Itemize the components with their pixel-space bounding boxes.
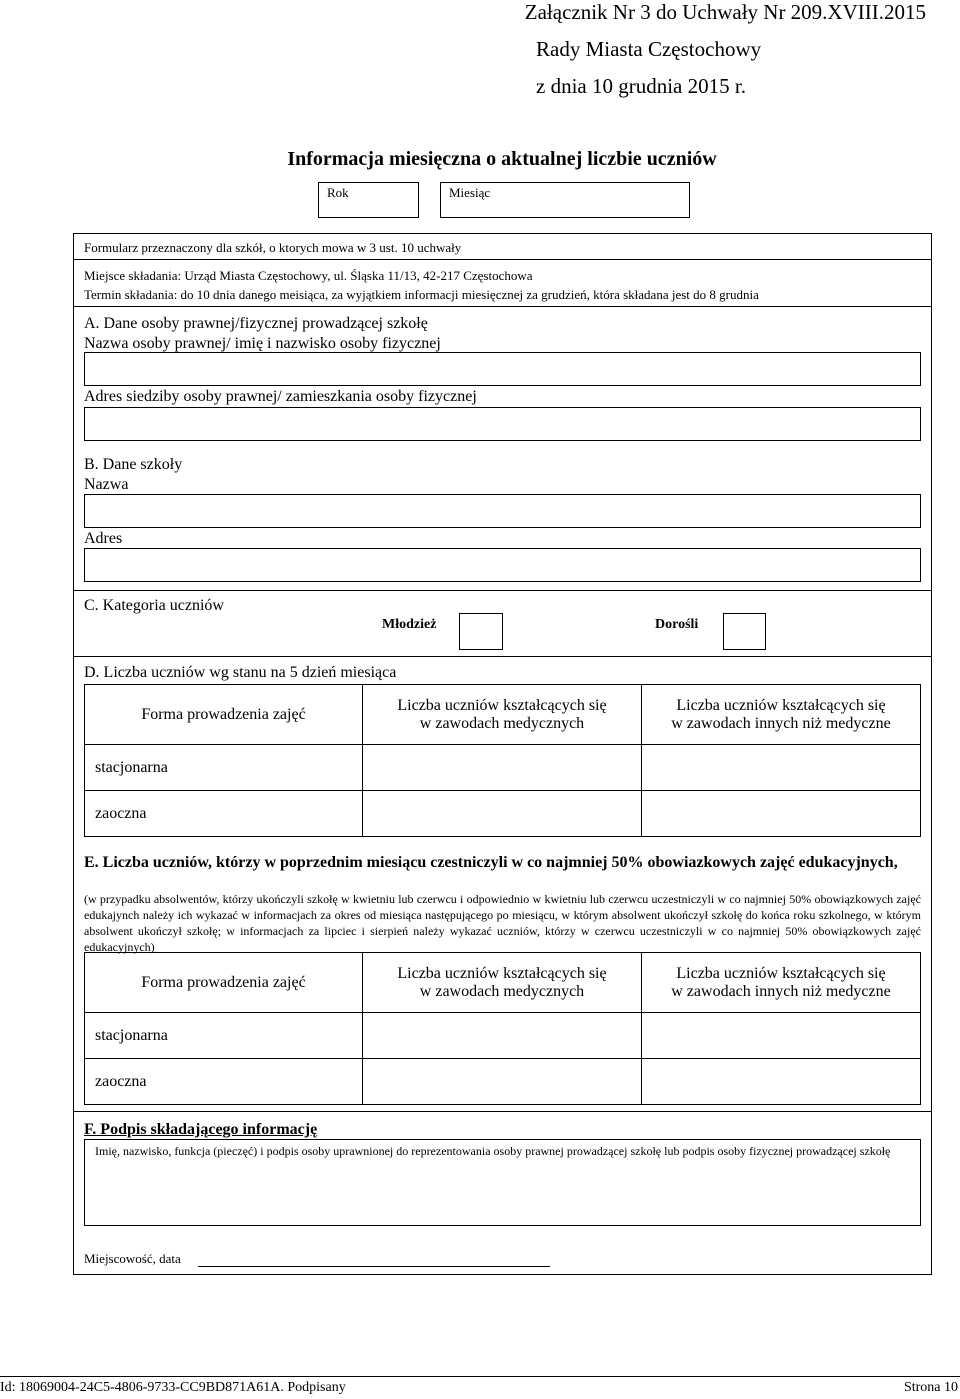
school-name-field[interactable] xyxy=(84,494,921,528)
council-line: Rady Miasta Częstochowy xyxy=(536,37,762,61)
section-a-heading: A. Dane osoby prawnej/fizycznej prowadzącej szkołę xyxy=(84,315,428,332)
table-d-header-medical: Liczba uczniów kształcących się w zawodach medycznych xyxy=(363,685,642,745)
table-d-extramural-nonmedical[interactable] xyxy=(641,791,920,837)
divider xyxy=(73,590,932,591)
submission-deadline: Termin składania: do 10 dnia danego meisiąca, za wyjątkiem informacji miesięcznej za grudzień, która składana jest do 8 grudnia xyxy=(84,287,759,302)
table-d-header-form: Forma prowadzenia zajęć xyxy=(85,685,363,745)
table-d-stationary-nonmedical[interactable] xyxy=(641,745,920,791)
table-e-header-form: Forma prowadzenia zajęć xyxy=(85,953,363,1013)
table-e-stationary-nonmedical[interactable] xyxy=(641,1013,920,1059)
section-e-note: (w przypadku absolwentów, którzy ukończyli szkołę w kwietniu lub czerwcu i odpowiednio w kwietniu lub czerwcu uczestniczyli w co najmniej 50% obowiązkowych zajęć edukajynch należy ich wykazać w informacjach za okres od miesiąca następującego po miesiącu, w którym absolwent ukończył szkołę do końca roku szkolnego, w którym absolwent ukończył szkołę; w informacjach za lipciec i sierpień należy wykazać uczniów, którzy w czerwcu uczestniczyli w co najmniej 50% obowiązkowych zajęć edukacyjnych) xyxy=(84,892,921,954)
page-number: Strona 10 xyxy=(903,1380,958,1395)
school-address-field[interactable] xyxy=(84,548,921,582)
submission-place: Miejsce składania: Urząd Miasta Częstochowy, ul. Śląska 11/13, 42-217 Częstochowa xyxy=(84,268,533,283)
table-e-header-medical: Liczba uczniów kształcących się w zawodach medycznych xyxy=(363,953,642,1013)
month-label: Miesiąc xyxy=(449,185,491,200)
youth-checkbox[interactable] xyxy=(459,613,503,650)
form-purpose: Formularz przeznaczony dla szkół, o ktorych mowa w 3 ust. 10 uchwały xyxy=(84,240,462,255)
table-d-row-stationary: stacjonarna xyxy=(85,745,363,791)
section-c-heading: C. Kategoria uczniów xyxy=(84,597,224,614)
signature-hint: Imię, nazwisko, funkcja (pieczęć) i podpis osoby uprawnionej do reprezentowania osoby prawnej prowadzącej szkołę lub podpis osoby fizycznej prowadzącej szkołę xyxy=(95,1144,891,1158)
form-title: Informacja miesięczna o aktualnej liczbie uczniów xyxy=(287,148,717,170)
youth-label: Młodzież xyxy=(382,617,437,632)
table-e-extramural-nonmedical[interactable] xyxy=(641,1059,920,1105)
year-field[interactable] xyxy=(318,182,419,218)
footer-divider xyxy=(0,1376,960,1377)
divider xyxy=(73,306,932,307)
table-e-stationary-medical[interactable] xyxy=(363,1013,642,1059)
section-e-heading: E. Liczba uczniów, którzy w poprzednim miesiącu czestniczyli w co najmniej 50% obowiazkowych zajęć edukacyjnych, xyxy=(84,854,898,871)
signature-field[interactable] xyxy=(84,1139,921,1226)
table-d xyxy=(84,684,921,837)
adults-checkbox[interactable] xyxy=(723,613,766,650)
divider xyxy=(73,259,932,260)
table-d-stationary-medical[interactable] xyxy=(363,745,642,791)
divider xyxy=(73,656,932,657)
place-date-line[interactable] xyxy=(198,1266,550,1267)
divider xyxy=(73,1111,932,1112)
table-e-row-stationary: stacjonarna xyxy=(85,1013,363,1059)
place-date-label: Miejscowość, data xyxy=(84,1251,181,1266)
owner-name-field[interactable] xyxy=(84,352,921,386)
date-line: z dnia 10 grudnia 2015 r. xyxy=(536,74,746,98)
table-e-row-extramural: zaoczna xyxy=(85,1059,363,1105)
owner-name-label: Nazwa osoby prawnej/ imię i nazwisko osoby fizycznej xyxy=(84,335,441,352)
table-e-header-nonmedical: Liczba uczniów kształcących się w zawodach innych niż medyczne xyxy=(641,953,920,1013)
school-address-label: Adres xyxy=(84,530,123,547)
attachment-line: Załącznik Nr 3 do Uchwały Nr 209.XVIII.2015 xyxy=(524,0,926,24)
document-id: Id: 18069004-24C5-4806-9733-CC9BD871A61A. Podpisany xyxy=(0,1380,346,1395)
table-d-extramural-medical[interactable] xyxy=(363,791,642,837)
table-d-row-extramural: zaoczna xyxy=(85,791,363,837)
table-d-header-nonmedical: Liczba uczniów kształcących się w zawodach innych niż medyczne xyxy=(641,685,920,745)
table-e-extramural-medical[interactable] xyxy=(363,1059,642,1105)
owner-address-label: Adres siedziby osoby prawnej/ zamieszkania osoby fizycznej xyxy=(84,388,477,405)
owner-address-field[interactable] xyxy=(84,407,921,441)
month-field[interactable] xyxy=(440,182,690,218)
section-f-heading: F. Podpis składającego informację xyxy=(84,1121,318,1138)
adults-label: Dorośli xyxy=(655,617,699,632)
school-name-label: Nazwa xyxy=(84,476,129,493)
section-b-heading: B. Dane szkoły xyxy=(84,456,183,473)
section-d-heading: D. Liczba uczniów wg stanu na 5 dzień miesiąca xyxy=(84,664,397,681)
year-label: Rok xyxy=(327,185,349,200)
table-e xyxy=(84,952,921,1105)
